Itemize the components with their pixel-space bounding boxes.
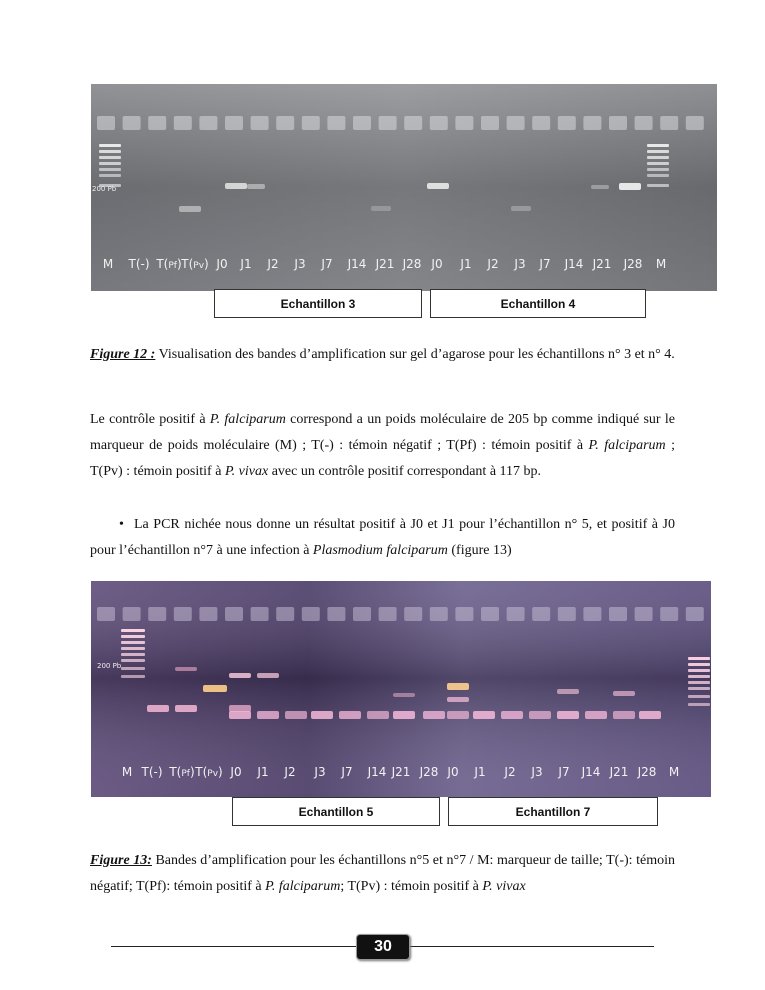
- caption-text: Bandes d’amplification pour les échantillons n°5 et n°7 / M: marqueur de taille; T(-): témoin négatif; T(Pf): témoin positif à: [90, 853, 675, 894]
- text: ; T(Pv) : témoin positif à: [90, 438, 675, 479]
- gel-band: [609, 607, 627, 621]
- footer-rule-left: [111, 946, 356, 947]
- gel-band: [647, 174, 669, 177]
- gel-band: [501, 711, 523, 719]
- gel-band: [619, 183, 641, 190]
- gel-band: [423, 711, 445, 719]
- species-name: Plasmodium falciparum: [312, 543, 448, 558]
- gel-band: [302, 116, 320, 130]
- gel-band: [647, 168, 669, 171]
- gel-band: [427, 183, 449, 189]
- gel-band: [379, 607, 397, 621]
- lane-label: J2: [267, 257, 279, 271]
- caption-label: Figure 13:: [90, 853, 152, 868]
- gel-band: [203, 685, 227, 692]
- lane-label: J1: [240, 257, 252, 271]
- gel-band: [225, 607, 243, 621]
- gel-band: [647, 144, 669, 147]
- gel-band: [635, 607, 653, 621]
- gel-band: [688, 703, 710, 706]
- species-name: P. falciparum: [588, 438, 666, 453]
- gel-band: [447, 711, 469, 719]
- gel-band: [583, 607, 601, 621]
- gel-band: [148, 116, 166, 130]
- lane-label: T(Pf): [169, 765, 195, 779]
- gel-band: [393, 711, 415, 719]
- lane-label: J1: [474, 765, 486, 779]
- gel-band: [473, 711, 495, 719]
- lane-label: T(-): [128, 257, 150, 271]
- lane-label: J7: [321, 257, 333, 271]
- gel-band: [229, 711, 251, 719]
- gel-band: [199, 607, 217, 621]
- gel-band: [688, 663, 710, 666]
- gel-band: [99, 174, 121, 177]
- gel-band: [97, 116, 115, 130]
- species-name: P. vivax: [224, 464, 269, 479]
- gel-band: [353, 116, 371, 130]
- gel-band: [455, 116, 473, 130]
- gel-band: [660, 607, 678, 621]
- lane-label: J21: [592, 257, 612, 271]
- lane-label: J14: [564, 257, 584, 271]
- gel-band: [229, 705, 251, 712]
- lane-label: J3: [294, 257, 306, 271]
- gel-band: [353, 607, 371, 621]
- species-name: P. falciparum: [209, 412, 286, 427]
- gel-band: [688, 657, 710, 660]
- gel-band: [404, 116, 422, 130]
- lane-label: M: [668, 765, 680, 779]
- gel-band: [639, 711, 661, 719]
- caption-label: Figure 12 :: [90, 347, 156, 362]
- lane-label: J2: [284, 765, 296, 779]
- caption-text: Visualisation des bandes d’amplification sur gel d’agarose pour les échantillons n° 3 et n° 4.: [155, 347, 675, 362]
- gel-band: [175, 705, 197, 712]
- lane-label: M: [121, 765, 133, 779]
- gel-band: [585, 711, 607, 719]
- lane-label: J0: [216, 257, 228, 271]
- gel-band: [247, 184, 265, 189]
- species-name: P. falciparum: [265, 879, 341, 894]
- lane-label: J1: [257, 765, 269, 779]
- paragraph-controls: [90, 407, 675, 485]
- lane-label: J0: [447, 765, 459, 779]
- lane-label: J0: [431, 257, 443, 271]
- lane-label: J21: [391, 765, 411, 779]
- gel-band: [99, 156, 121, 159]
- page-number: 30: [356, 934, 410, 960]
- gel-band: [507, 116, 525, 130]
- lane-label: J7: [341, 765, 353, 779]
- species-name: P. vivax: [482, 879, 526, 894]
- gel-band: [276, 607, 294, 621]
- gel-band: [688, 669, 710, 672]
- gel-band: [229, 673, 251, 678]
- gel-band: [121, 647, 145, 650]
- gel-band: [591, 185, 609, 189]
- sample-box-5: Echantillon 5: [232, 797, 440, 826]
- gel-band: [686, 607, 704, 621]
- gel-band: [225, 116, 243, 130]
- gel-band: [251, 607, 269, 621]
- lane-label: J21: [609, 765, 629, 779]
- gel-band: [257, 711, 279, 719]
- footer-rule-right: [408, 946, 654, 947]
- gel-band: [688, 695, 710, 698]
- gel-band: [174, 116, 192, 130]
- gel-band: [179, 206, 201, 212]
- lane-label: J28: [623, 257, 643, 271]
- gel-band: [511, 206, 531, 211]
- lane-label: J21: [375, 257, 395, 271]
- text: avec un contrôle positif correspondant à 117 bp.: [268, 464, 542, 479]
- gel-band: [367, 711, 389, 719]
- gel-band: [147, 705, 169, 712]
- gel-band: [647, 162, 669, 165]
- gel-band: [557, 711, 579, 719]
- gel-band: [225, 183, 247, 189]
- lane-label: T(Pv): [195, 765, 223, 779]
- figure-13-caption: [90, 848, 675, 900]
- gel-band: [686, 116, 704, 130]
- gel-band: [121, 635, 145, 638]
- gel-band: [688, 681, 710, 684]
- text: correspond a un poids moléculaire de 205 bp comme indiqué sur le marqueur de poids moléculaire (M) ; T(-) : témoin négatif ; T(Pf) : témoin positif à: [90, 412, 675, 453]
- gel-band: [647, 150, 669, 153]
- gel-band: [430, 607, 448, 621]
- gel-band: [121, 675, 145, 678]
- gel-band: [339, 711, 361, 719]
- gel-band: [121, 659, 145, 662]
- gel-band: [558, 116, 576, 130]
- gel-band: [121, 653, 145, 656]
- gel-band: [121, 641, 145, 644]
- lane-label: J2: [504, 765, 516, 779]
- gel-band: [276, 116, 294, 130]
- lane-label: J28: [402, 257, 422, 271]
- gel-band: [532, 607, 550, 621]
- gel-band: [285, 711, 307, 719]
- gel-band: [660, 116, 678, 130]
- gel-band: [97, 607, 115, 621]
- lane-label: J28: [419, 765, 439, 779]
- lane-label: J7: [539, 257, 551, 271]
- lane-label: J1: [460, 257, 472, 271]
- gel-band: [430, 116, 448, 130]
- gel-band: [647, 156, 669, 159]
- gel-band: [647, 184, 669, 187]
- lane-label: J0: [230, 765, 242, 779]
- gel-band: [635, 116, 653, 130]
- lane-labels-12: [91, 257, 717, 275]
- gel-band: [99, 162, 121, 165]
- lane-label: J14: [347, 257, 367, 271]
- gel-band: [148, 607, 166, 621]
- gel-band: [99, 150, 121, 153]
- gel-band: [199, 116, 217, 130]
- lane-label: T(-): [141, 765, 163, 779]
- gel-band: [532, 116, 550, 130]
- gel-band: [583, 116, 601, 130]
- gel-band: [99, 168, 121, 171]
- gel-band: [257, 673, 279, 678]
- bullet-symbol: •: [119, 517, 124, 532]
- lane-label: J7: [558, 765, 570, 779]
- figure-12-caption: [90, 342, 675, 368]
- gel-band: [481, 607, 499, 621]
- lane-label: J3: [531, 765, 543, 779]
- gel-band: [302, 607, 320, 621]
- caption-text: ; T(Pv) : témoin positif à: [340, 879, 483, 894]
- gel-band: [121, 629, 145, 632]
- lane-label: J14: [367, 765, 387, 779]
- gel-band: [123, 607, 141, 621]
- lane-label: T(Pf): [156, 257, 182, 271]
- gel-band: [404, 607, 422, 621]
- sample-box-7: Echantillon 7: [448, 797, 658, 826]
- gel-band: [613, 691, 635, 696]
- gel-band: [688, 675, 710, 678]
- sample-box-4: Echantillon 4: [430, 289, 646, 318]
- gel-band: [99, 144, 121, 147]
- gel-band: [481, 116, 499, 130]
- gel-band: [327, 116, 345, 130]
- gel-band: [379, 116, 397, 130]
- text: La PCR nichée nous donne un résultat positif à J0 et J1 pour l’échantillon n° 5, et positif à J0 pour l’échantillon n°7 à une infection à: [90, 517, 675, 558]
- gel-band: [507, 607, 525, 621]
- gel-band: [557, 689, 579, 694]
- lane-label: M: [102, 257, 114, 271]
- text: Le contrôle positif à: [90, 412, 210, 427]
- lane-label: J28: [637, 765, 657, 779]
- gel-band: [123, 116, 141, 130]
- lane-label: J14: [581, 765, 601, 779]
- lane-label: T(Pv): [181, 257, 209, 271]
- marker-size-label: 200 Pb: [92, 185, 117, 193]
- gel-band: [688, 687, 710, 690]
- lane-label: J3: [314, 765, 326, 779]
- lane-label: J2: [487, 257, 499, 271]
- gel-band: [175, 667, 197, 671]
- gel-band: [174, 607, 192, 621]
- sample-box-3: Echantillon 3: [214, 289, 422, 318]
- marker-size-label: 200 Pb: [97, 662, 122, 670]
- bullet-paragraph: [90, 512, 675, 564]
- gel-band: [327, 607, 345, 621]
- gel-band: [121, 667, 145, 670]
- gel-image-figure-12: [91, 84, 717, 291]
- gel-band: [609, 116, 627, 130]
- gel-image-figure-13: [91, 581, 711, 797]
- gel-band: [447, 697, 469, 702]
- gel-band: [371, 206, 391, 211]
- gel-band: [529, 711, 551, 719]
- gel-band: [613, 711, 635, 719]
- lane-label: J3: [514, 257, 526, 271]
- gel-band: [447, 683, 469, 690]
- lane-labels-13: [91, 765, 711, 783]
- gel-band: [251, 116, 269, 130]
- gel-band: [558, 607, 576, 621]
- gel-band: [455, 607, 473, 621]
- gel-band: [393, 693, 415, 697]
- text: (figure 13): [447, 543, 512, 558]
- gel-band: [311, 711, 333, 719]
- lane-label: M: [655, 257, 667, 271]
